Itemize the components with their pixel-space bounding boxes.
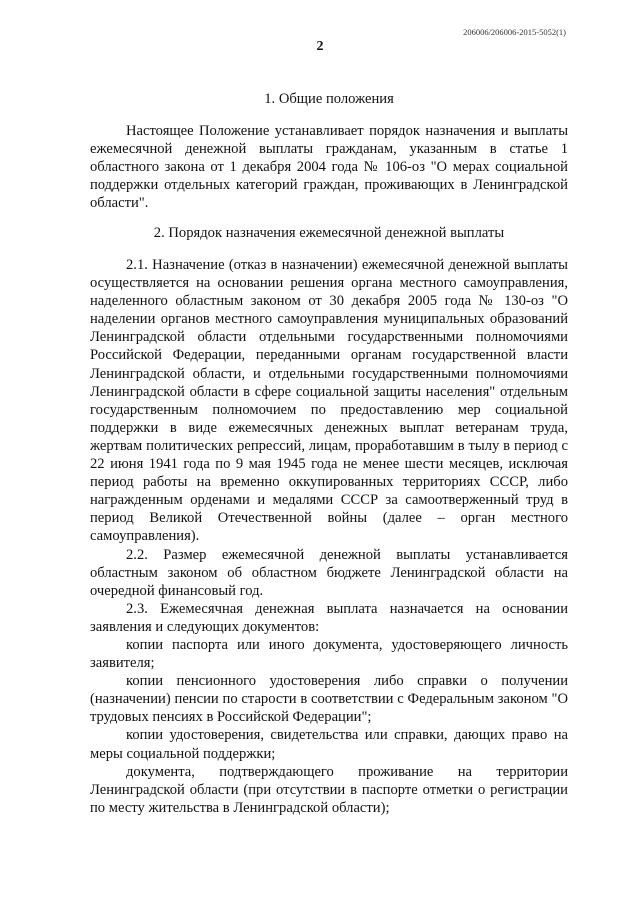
document-list-item: копии пенсионного удостоверения либо справки о получении (назначении) пенсии по старости в соответствии с Федеральным законом "О трудовых пенсиях в Российской Федерации"; <box>90 673 568 726</box>
document-list-item: документа, подтверждающего проживание на территории Ленинградской области (при отсутствии в паспорте отметки о регистрации по месту жительства в Ленинградской области); <box>90 763 568 816</box>
section-1-heading: 1. Общие положения <box>264 91 394 107</box>
document-id: 206006/206006-2015-5052(1) <box>463 27 566 37</box>
section-1-paragraph: Настоящее Положение устанавливает порядок назначения и выплаты ежемесячной денежной выплаты гражданам, указанным в статье 1 областного закона от 1 декабря 2004 года № 106-оз "О мерах социальной поддержки отдельных категорий граждан, проживающих в Ленинградской области". <box>90 123 568 212</box>
section-2-heading: 2. Порядок назначения ежемесячной денежной выплаты <box>153 225 505 241</box>
paragraph-2-3: 2.3. Ежемесячная денежная выплата назначается на основании заявления и следующих документов: <box>90 600 568 635</box>
document-list-item: копии удостоверения, свидетельства или справки, дающих право на меры социальной поддержки; <box>90 727 568 762</box>
paragraph-2-1: 2.1. Назначение (отказ в назначении) ежемесячной денежной выплаты осуществляется на основании решения органа местного самоуправления, наделенного областным законом от 30 декабря 2005 года № 130-оз "О наделении органов местного самоуправления муниципальных образований Ленинградской области отдельными государственными полномочиями Российской Федерации, переданными органам государственной власти Ленинградской области, и отдельными государственными полномочиями Ленинградской области в сфере социальной защиты населения" отдельным государственным полномочием по предоставлению мер социальной поддержки в виде ежемесячных денежных выплат ветеранам труда, жертвам политических репрессий, лицам, проработавшим в тылу в период с 22 июня 1941 года по 9 мая 1945 года не менее шести месяцев, исключая период работы на временно оккупированных территориях СССР, либо награжденным орденами и медалями СССР за самоотверженный труд в период Великой Отечественной войны (далее – орган местного самоуправления). <box>90 257 568 545</box>
document-list-item: копии паспорта или иного документа, удостоверяющего личность заявителя; <box>90 636 568 672</box>
page-number: 2 <box>316 39 324 54</box>
section-1-body <box>90 122 568 212</box>
section-2-body <box>90 256 568 817</box>
paragraph-2-2: 2.2. Размер ежемесячной денежной выплаты устанавливается областным законом об областном бюджете Ленинградской области на очередной финансовый год. <box>90 546 568 599</box>
